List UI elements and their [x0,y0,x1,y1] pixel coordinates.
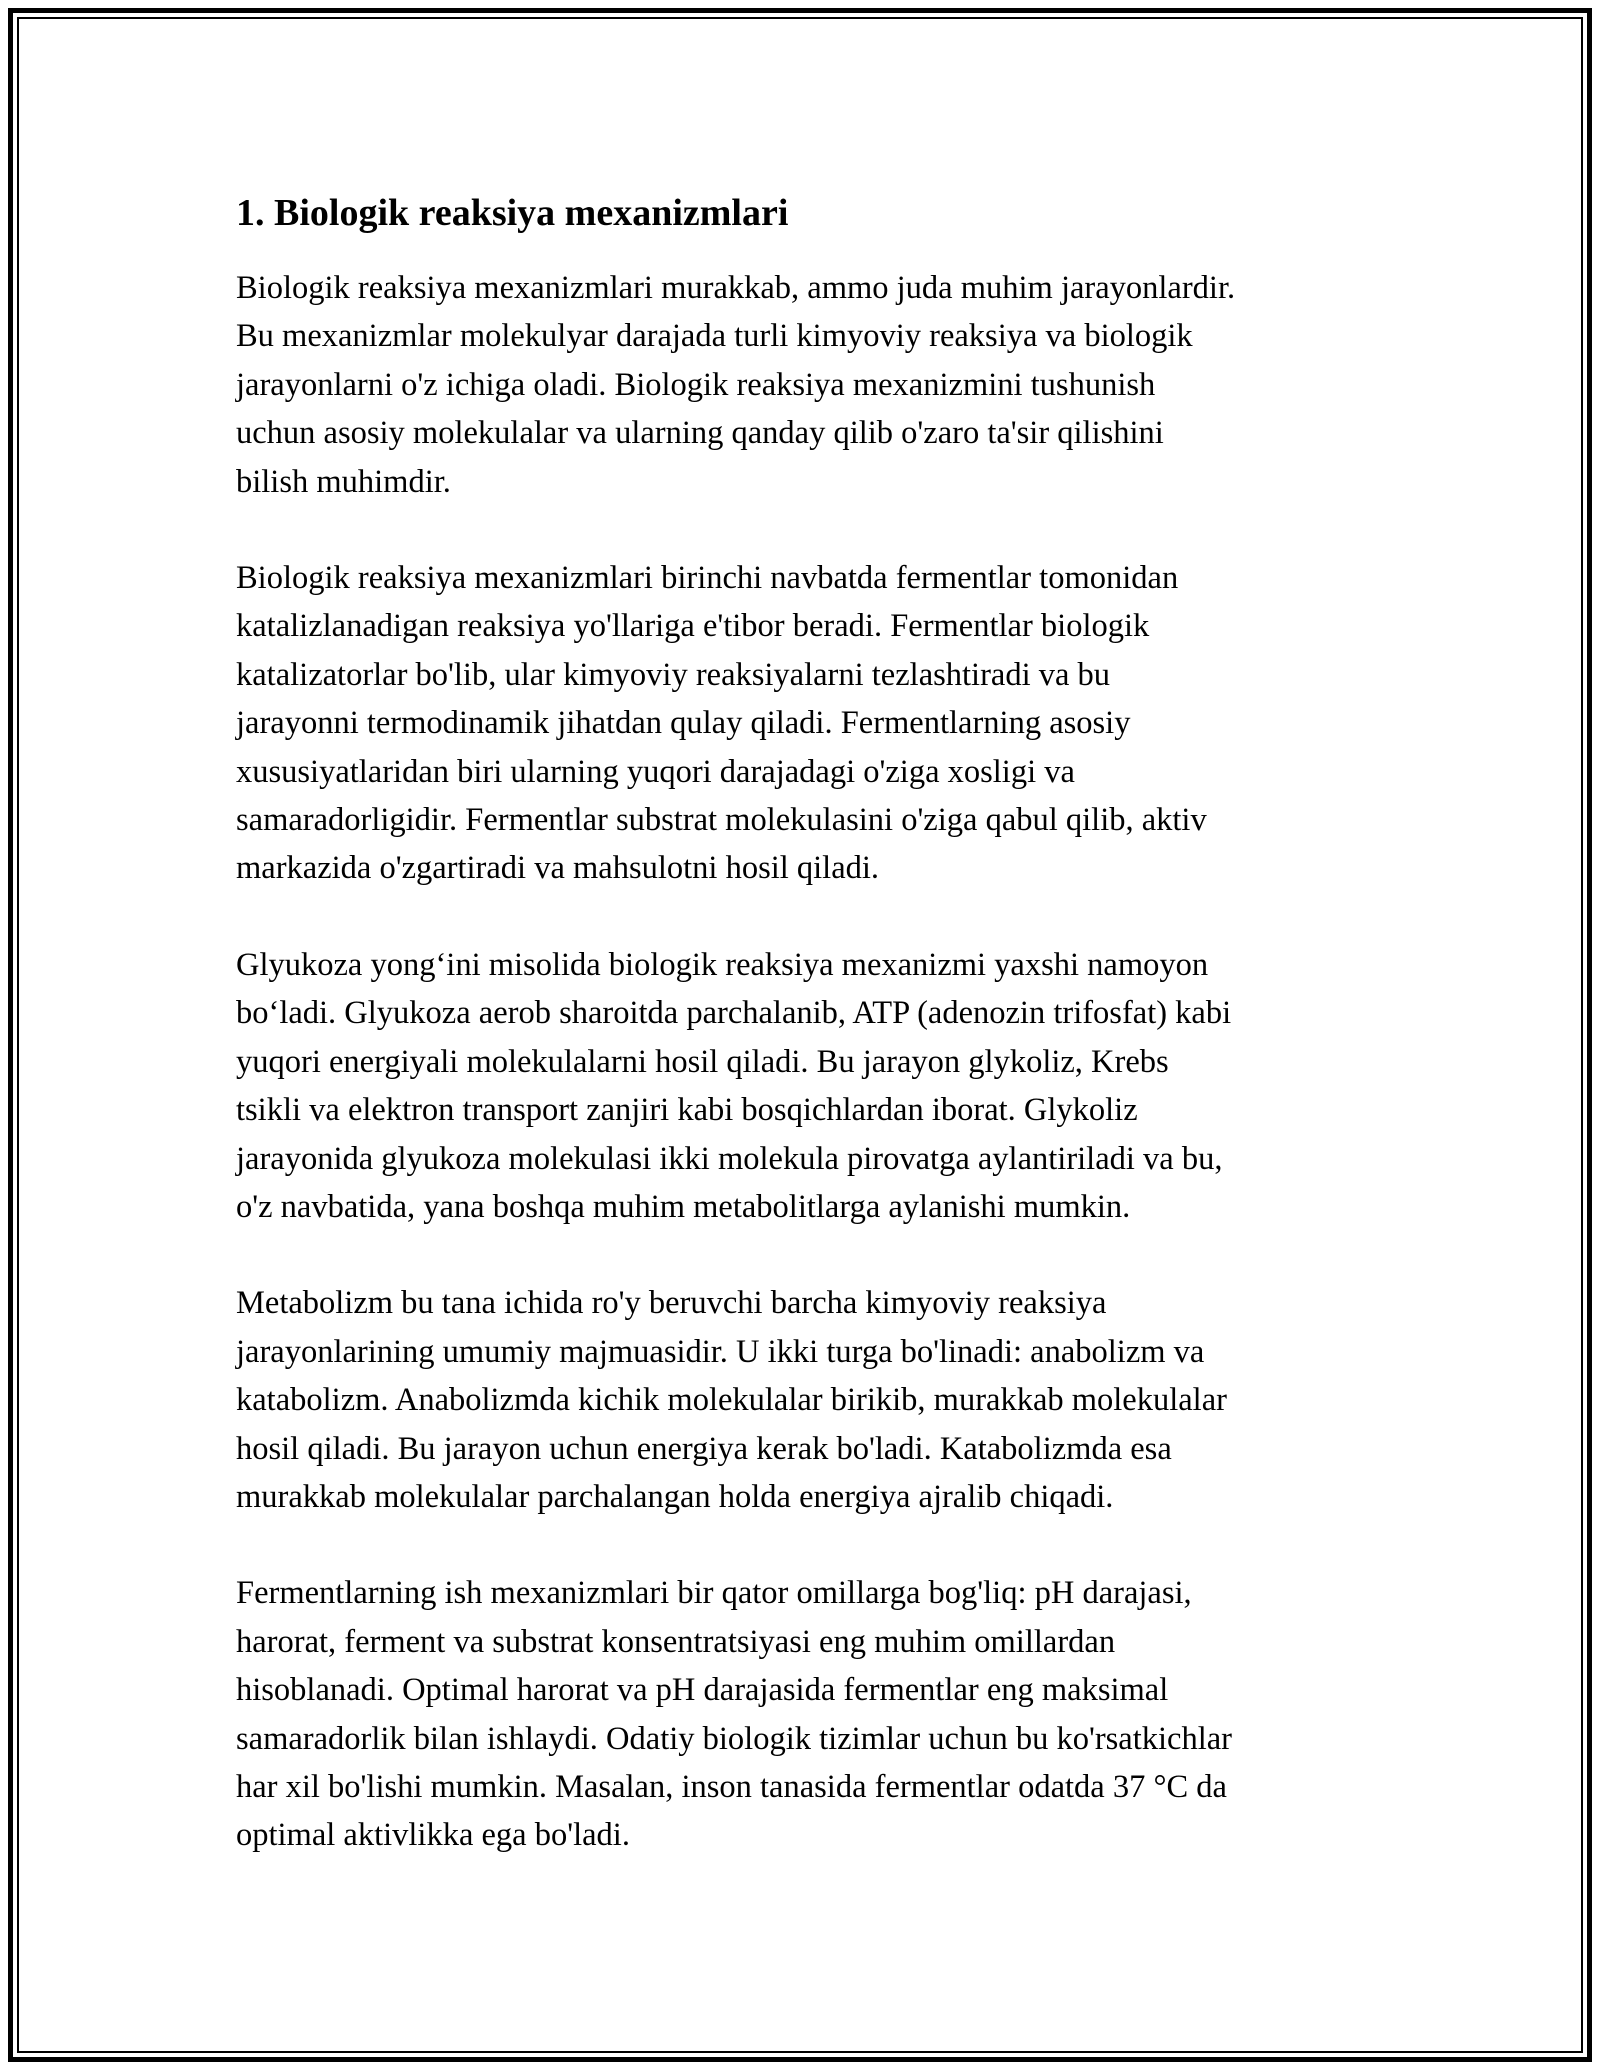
document-body [236,188,1366,1908]
paragraph-metabolism: Metabolizm bu tana ichida ro'y beruvchi barcha kimyoviy reaksiya jarayonlarining umumiy majmuasidir. U ikki turga bo'linadi: anabolizm va katabolizm. Anabolizmda kichik molekulalar birikib, murakkab molekulalar hosil qiladi. Bu jarayon uchun energiya kerak bo'ladi. Katabolizmda esa murakkab molekulalar parchalangan holda energiya ajralib chiqadi. [236,1285,1227,1515]
paragraph-enzymes: Biologik reaksiya mexanizmlari birinchi navbatda fermentlar tomonidan katalizlanadigan reaksiya yo'llariga e'tibor beradi. Fermentlar biologik katalizatorlar bo'lib, ular kimyoviy reaksiyalarni tezlashtiradi va bu jarayonni termodinamik jihatdan qulay qiladi. Fermentlarning asosiy xususiyatlaridan biri ularning yuqori darajadagi o'ziga xosligi va samaradorligidir. Fermentlar substrat molekulasini o'ziga qabul qilib, aktiv markazida o'zgartiradi va mahsulotni hosil qiladi. [236,560,1207,887]
paragraph-glucose: Glyukoza yong‘ini misolida biologik reaksiya mexanizmi yaxshi namoyon bo‘ladi. Glyukoza aerob sharoitda parchalanib, ATP (adenozin trifosfat) kabi yuqori energiyali molekulalarni hosil qiladi. Bu jarayon glykoliz, Krebs tsikli va elektron transport zanjiri kabi bosqichlardan iborat. Glykoliz jarayonida glyukoza molekulasi ikki molekula pirovatga aylantiriladi va bu, o'z navbatida, yana boshqa muhim metabolitlarga aylanishi mumkin. [236,946,1232,1225]
paragraph-enzyme-factors: Fermentlarning ish mexanizmlari bir qator omillarga bog'liq: pH darajasi, harorat, ferment va substrat konsentratsiyasi eng muhim omillardan hisoblanadi. Optimal harorat va pH darajasida fermentlar eng maksimal samaradorlik bilan ishlaydi. Odatiy biologik tizimlar uchun bu ko'rsatkichlar har xil bo'lishi mumkin. Masalan, inson tanasida fermentlar odatda 37 °C da optimal aktivlikka ega bo'ladi. [236,1575,1232,1854]
paragraph-intro: Biologik reaksiya mexanizmlari murakkab, ammo juda muhim jarayonlardir. Bu mexanizmlar molekulyar darajada turli kimyoviy reaksiya va biologik jarayonlarni o'z ichiga oladi. Biologik reaksiya mexanizmini tushunish uchun asosiy molekulalar va ularning qanday qilib o'zaro ta'sir qilishini bilish muhimdir. [236,270,1236,500]
section-heading: 1. Biologik reaksiya mexanizmlari [236,192,789,234]
